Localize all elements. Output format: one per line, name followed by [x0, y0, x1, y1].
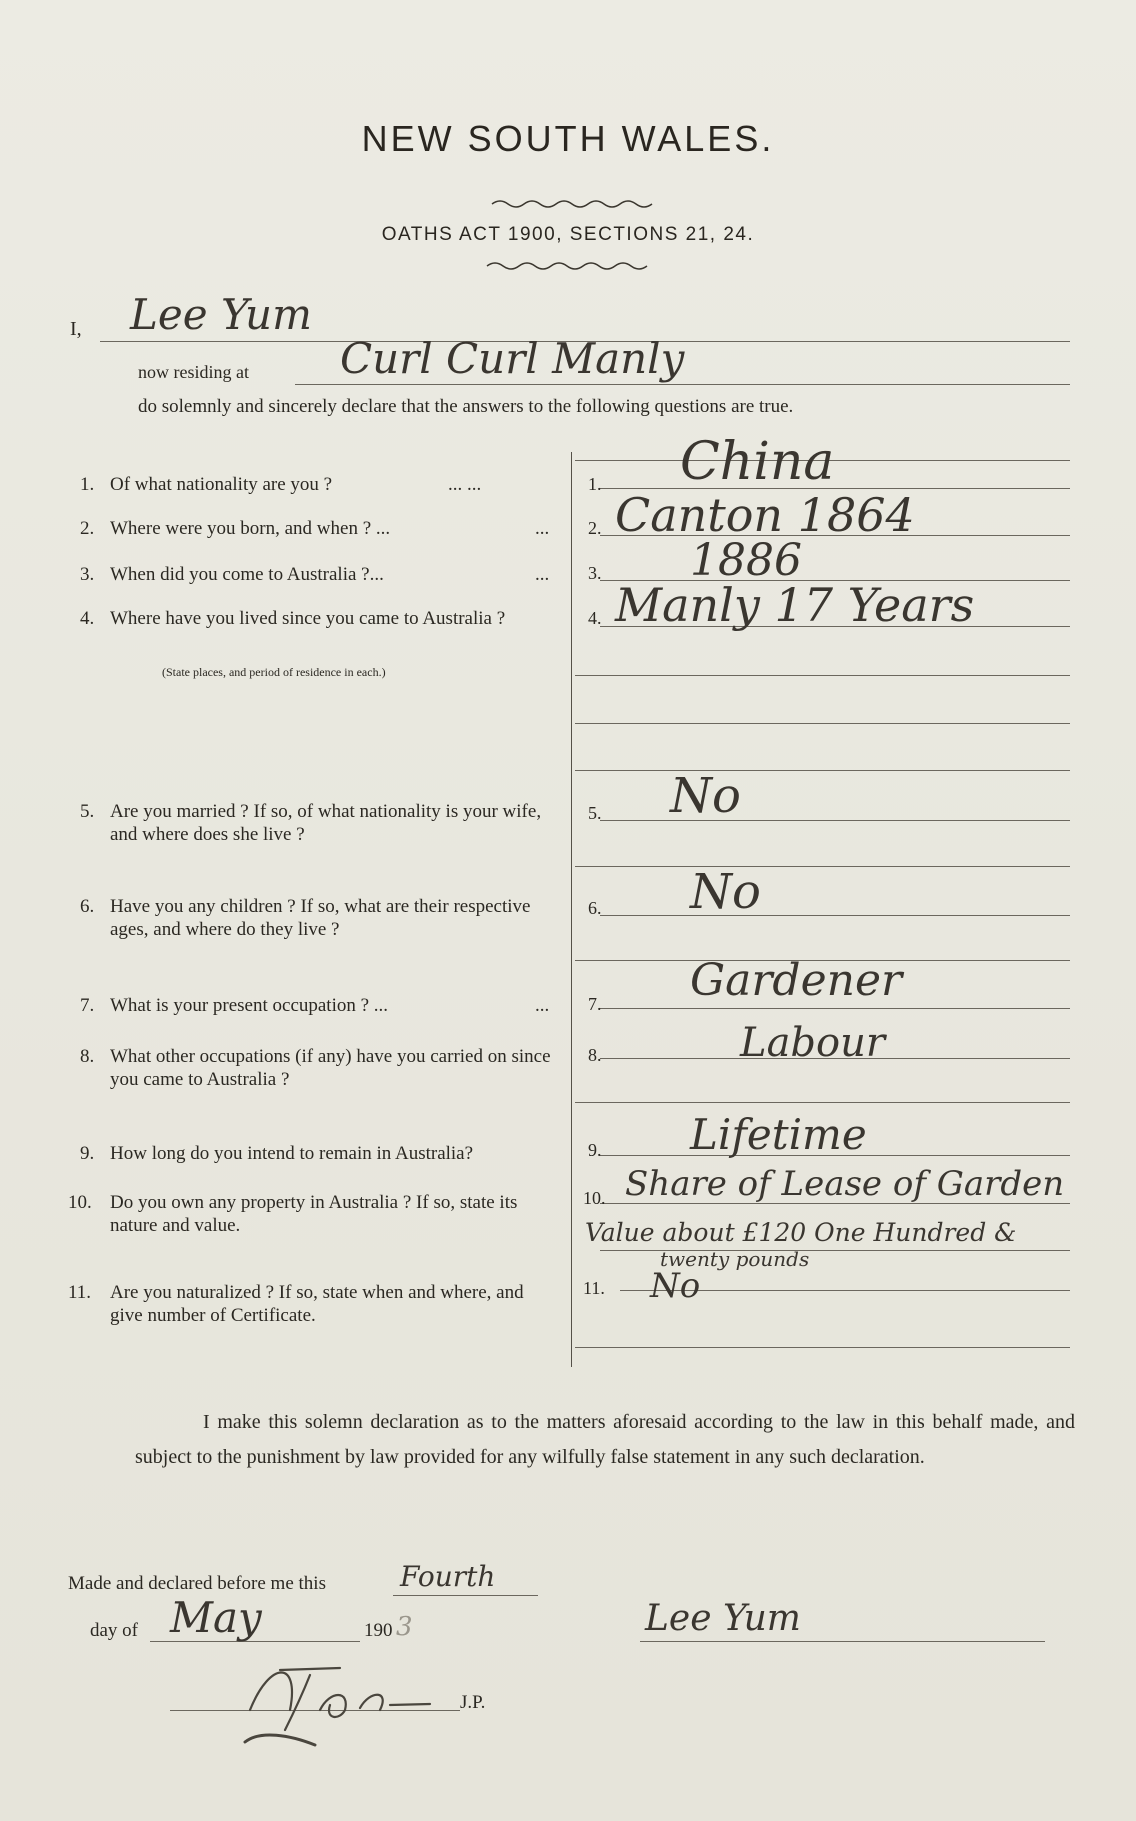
- answer-num-1: 1.: [588, 474, 602, 494]
- form-subtitle: OATHS ACT 1900, SECTIONS 21, 24.: [381, 224, 755, 245]
- residence-value: Curl Curl Manly: [340, 334, 685, 383]
- answer-7: Gardener: [690, 955, 903, 1006]
- answer-11: No: [650, 1266, 701, 1306]
- answer-num-4: 4.: [588, 608, 602, 628]
- answer-4: Manly 17 Years: [615, 578, 975, 632]
- made-declared-label: Made and declared before me this: [68, 1573, 326, 1594]
- answer-num-9: 9.: [588, 1140, 602, 1160]
- declarant-signature: Lee Yum: [645, 1598, 801, 1639]
- answer-rule: [600, 915, 1070, 916]
- answer-num-2: 2.: [588, 518, 602, 538]
- answer-1: China: [680, 432, 835, 492]
- form-title: NEW SOUTH WALES.: [361, 118, 775, 159]
- answer-rule: [575, 723, 1070, 724]
- answer-num-5: 5.: [588, 803, 602, 823]
- jp-signature: [230, 1650, 460, 1750]
- declarant-signature-line: [640, 1641, 1045, 1642]
- answer-3: 1886: [690, 535, 802, 586]
- ornament-top: [490, 198, 660, 210]
- residing-label: now residing at: [138, 362, 249, 382]
- day-of-label: day of: [90, 1620, 139, 1641]
- answer-rule: [575, 1102, 1070, 1103]
- declarant-name: Lee Yum: [130, 290, 312, 339]
- answer-10-line1: Share of Lease of Garden: [625, 1164, 1065, 1204]
- answer-5: No: [670, 768, 741, 824]
- answer-rule: [600, 1008, 1070, 1009]
- question-4-note: (State places, and period of residence in each.): [162, 665, 386, 679]
- answer-10-line2: Value about £120 One Hundred &: [585, 1218, 1017, 1247]
- answer-num-3: 3.: [588, 563, 602, 583]
- declaration-text: I make this solemn declaration as to the matters aforesaid according to the law in this behalf made, and subject to the punishment by law provided for any wilfully false statement in any such declaration.: [135, 1411, 1075, 1468]
- answer-num-11: 11.: [583, 1278, 605, 1298]
- answer-num-8: 8.: [588, 1045, 602, 1065]
- day-value: Fourth: [400, 1560, 496, 1593]
- day-line: [393, 1595, 538, 1596]
- residence-line: [295, 384, 1070, 385]
- ornament-bottom: [485, 260, 655, 272]
- answer-num-10: 10.: [583, 1188, 606, 1208]
- declaration-form: NEW SOUTH WALES. OATHS ACT 1900, SECTIONS 21, 24. I, Lee Yum now residing at Curl Curl Manly do solemnly and sincerely declare that the answers to the following questions are true. 1. Of what nationality are you ? ... ... 2. Where were you born, and when ? ... ... 3. When did you come to Australia ?... ... 4. Where have you lived since you came to Australia ? (State places, and period of residence in each.) 5. Are you married ? If so, of what nationality is your wife, and where does she live ? 6. Have you any children ? If so, what are their respective ages, and where do they live ? 7. What is your present occupation ? ... ... 8. What other occupations (if any) have you carried on since you came to Australia ? 9. How long do you intend to remain in Australia? 10. Do you own any property in Australia ? If so, state its nature and value. 11. Are you naturalized ? If so, state when and where, and give number of Certificate. 1. 2. 3. 4. 5. 6. 7. 8. 9. 10. 11. China Canton 1864 1886 Manly 17 Years No No Gardener Labour Lifetime Share of Lease of Garden Value about £120 One Hundred & twenty pounds No I make this solemn declaration as to the matters aforesaid according to the law in this behalf made, and subject to the punishment by law provided for any wilfully false statement in any such declaration. Made and declared before me this Fourth day of May 190 3 J.P. Lee Yum: [0, 0, 1136, 1821]
- answer-rule: [575, 1347, 1070, 1348]
- answer-10-line3: twenty pounds: [660, 1247, 810, 1271]
- jp-label: J.P.: [460, 1692, 486, 1713]
- answer-rule: [575, 770, 1070, 771]
- column-divider: [571, 452, 572, 1367]
- i-label: I,: [70, 318, 82, 340]
- preamble: do solemnly and sincerely declare that the answers to the following questions are true.: [138, 396, 794, 417]
- answer-rule: [575, 866, 1070, 867]
- answer-8: Labour: [740, 1020, 885, 1066]
- answer-9: Lifetime: [690, 1110, 867, 1159]
- answer-6: No: [690, 864, 761, 920]
- answer-2: Canton 1864: [615, 488, 915, 542]
- answer-rule: [575, 675, 1070, 676]
- answer-num-6: 6.: [588, 898, 602, 918]
- year-digit: 3: [396, 1612, 413, 1642]
- year-prefix: 190: [364, 1620, 393, 1641]
- month-value: May: [170, 1593, 262, 1642]
- answer-num-7: 7.: [588, 994, 602, 1014]
